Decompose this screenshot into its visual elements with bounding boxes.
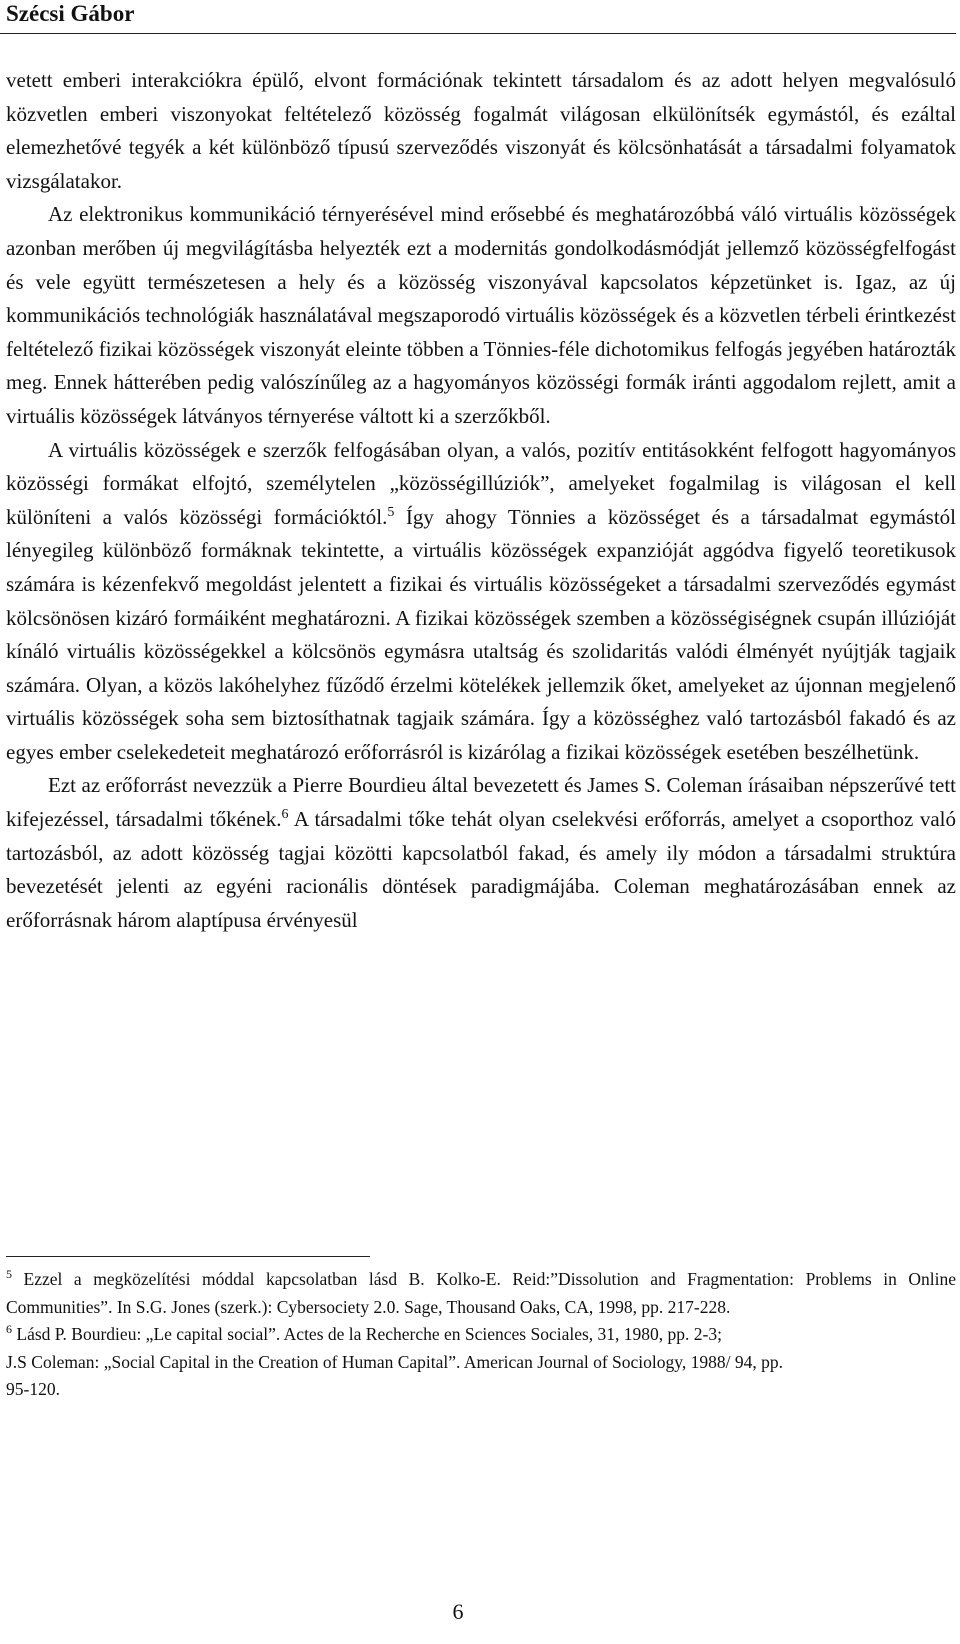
footnote-separator: [6, 1256, 370, 1257]
paragraph-1: vetett emberi interakciókra épülő, elvont formációnak tekintett társadalom és az adott helyen megvalósuló közvetlen emberi viszonyokat feltételező közösség fogalmát világosan elkülönítsék egymástól, és ezáltal elemezhetővé tegyék a két különböző típusú szerveződés viszonyát és kölcsönhatását a társadalmi folyamatok vizsgálatakor.: [6, 68, 956, 193]
paragraph-3: [6, 434, 956, 770]
page-header: [0, 0, 960, 36]
paragraph-4: [6, 769, 956, 937]
paragraph-4-part-2: A társadalmi tőke tehát olyan cselekvési erőforrás, amelyet a csoporthoz való tartozásból, az adott közösség tagjai közötti kapcsolatból fakad, és amely ily módon a társadalmi struktúra bevezetését jelenti az egyéni racionális döntések paradigmájába. Coleman meghatározásában ennek az erőforrásnak három alaptípusa érvényesül: [6, 807, 957, 932]
footnote-ref-6[interactable]: 6: [281, 807, 289, 823]
footnote-6-text: Lásd P. Bourdieu: „Le capital social”. Actes de la Recherche en Sciences Sociales, 31, 1980, pp. 2-3;: [12, 1324, 722, 1344]
footnote-5-number: 5: [6, 1267, 12, 1281]
footnote-6-continuation: J.S Coleman: „Social Capital in the Creation of Human Capital”. American Journal of Sociology, 1988/ 94, pp.: [6, 1351, 783, 1372]
footnote-5-text: Ezzel a megközelítési móddal kapcsolatban lásd B. Kolko-E. Reid:”Dissolution and Fragmentation: Problems in Online Communities”. In S.G. Jones (szerk.): Cybersociety 2.0. Sage, Thousand Oaks, CA, 1998, pp. 217-228.: [6, 1269, 956, 1317]
footnote-6: [6, 1321, 956, 1349]
running-head-author: Szécsi Gábor: [6, 1, 135, 26]
footnote-5: [6, 1266, 956, 1321]
page-number: 6: [452, 1599, 464, 1624]
footnote-6-number: 6: [6, 1322, 12, 1336]
paragraph-2: Az elektronikus kommunikáció térnyerésével mind erősebbé és meghatározóbbá váló virtuális közösségek azonban merőben új megvilágításba helyezték ezt a modernitás gondolkodásmódját jellemző közösségfelfogást és vele együtt természetesen a hely és a közösség viszonyával kapcsolatos képzetünket is. Igaz, az új kommunikációs technológiák használatával megszaporodó virtuális közösségek és a közvetlen térbeli érintkezést feltételező fizikai közösségek viszonyát eleinte többen a Tönnies-féle dichotomikus felfogás jegyében határozták meg. Ennek hátterében pedig valószínűleg az a hagyományos közösségi formák iránti aggodalom rejlett, amit a virtuális közösségek látványos térnyerése váltott ki a szerzőkből.: [6, 202, 956, 428]
footnote-ref-5[interactable]: 5: [387, 504, 395, 520]
paragraph-4-part-1: Ezt az erőforrást nevezzük a Pierre Bourdieu által bevezetett és James S. Coleman írásaiban népszerűvé tett kifejezéssel, társadalmi tőkének.: [6, 773, 956, 832]
paragraph-3-part-2: Így ahogy Tönnies a közösséget és a társadalmat egymástól lényegileg különböző formáknak tekintette, a virtuális közösségek expanzióját aggódva figyelő teoretikusok számára is kézenfekvő megoldást jelentett a fizikai és virtuális közösségeket a társadalmi szerveződés egymást kölcsönösen kizáró formáiként meghatározni. A fizikai közösségek szemben a közösségiségnek csupán illúzióját kínáló virtuális közösségekkel a kölcsönös egymásra utaltság és szolidaritás valódi élményét nyújtják tagjaik számára. Olyan, a közös lakóhelyhez fűződő érzelmi kötelékek jellemzik őket, amelyeket az újonnan megjelenő virtuális közösségek soha sem biztosíthatnak tagjaik számára. Így a közösséghez való tartozásból fakadó és az egyes ember cselekedeteit meghatározó erőforrásról is kizárólag a fizikai közösségek esetében beszélhetünk.: [6, 504, 956, 764]
paragraph-3-part-1: A virtuális közösségek e szerzők felfogásában olyan, a valós, pozitív entitásokként felfogott hagyományos közösségi formákat elfojtó, személytelen „közösségillúziók”, amelyeket fogalmilag is világosan el kell különíteni a valós közösségi formációktól.: [6, 437, 956, 529]
header-rule: [0, 33, 956, 34]
body-text: [6, 64, 956, 937]
footnote-6-pages: 95-120.: [6, 1379, 60, 1399]
footnotes: [6, 1266, 956, 1404]
